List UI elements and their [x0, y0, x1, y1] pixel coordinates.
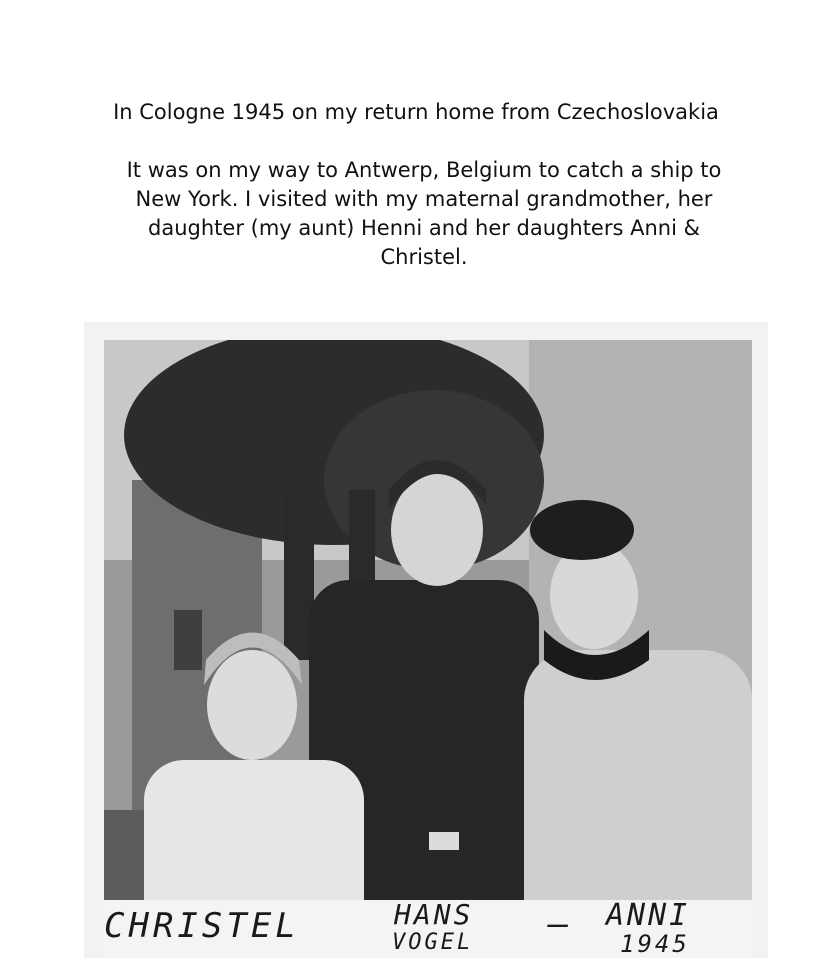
caption-year: 1945: [620, 930, 690, 958]
caption-christel: CHRISTEL: [104, 906, 300, 946]
paragraph-line: Christel.: [380, 245, 468, 269]
caption-hans: HANS: [394, 898, 474, 931]
family-photograph: [104, 340, 752, 958]
paragraph-line: New York. I visited with my maternal grandmother, her: [135, 187, 713, 211]
caption-anni: ANNI: [606, 898, 691, 933]
page-heading: In Cologne 1945 on my return home from Czechoslovakia: [113, 100, 719, 124]
photograph-image: [104, 340, 752, 958]
paragraph-line: It was on my way to Antwerp, Belgium to catch a ship to: [126, 158, 722, 182]
photo-frame: [84, 322, 768, 958]
description-paragraph: [84, 156, 764, 272]
caption-dash: —: [548, 904, 572, 944]
paragraph-line: daughter (my aunt) Henni and her daughters Anni &: [148, 216, 700, 240]
caption-vogel: VOGEL: [392, 930, 474, 955]
